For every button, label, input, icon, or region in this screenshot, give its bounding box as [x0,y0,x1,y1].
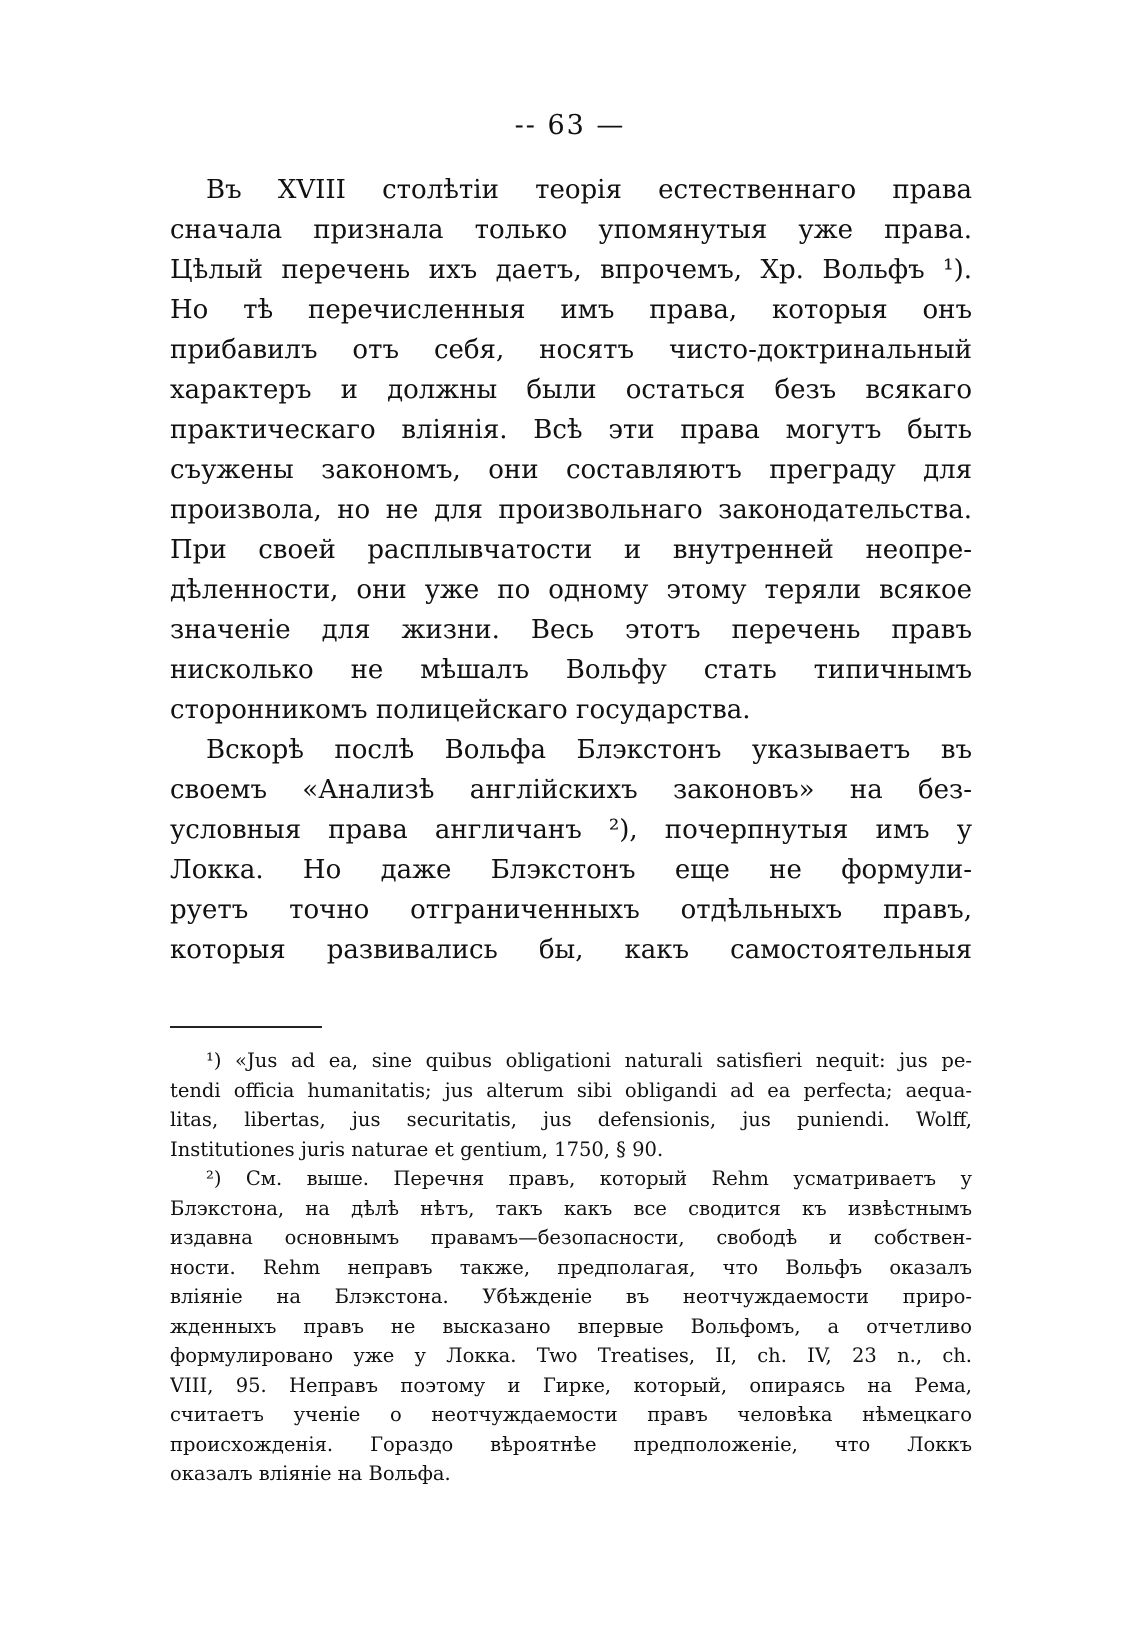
footnote-line: tendi officia humanitatis; jus alterum sibi obligandi ad ea perfecta; aequa- [170,1078,972,1102]
text-line: практическаго вліянія. Всѣ эти права могутъ быть [170,415,972,445]
footnote-line: Блэкстона, на дѣлѣ нѣтъ, такъ какъ все сводится къ извѣстнымъ [170,1196,972,1220]
text-line: Цѣлый перечень ихъ даетъ, впрочемъ, Хр. Вольфъ ¹). [170,255,972,285]
footnote-line: Institutiones juris naturae et gentium, 1750, § 90. [170,1137,664,1161]
footnote-line: ¹) «Jus ad ea, sine quibus obligationi naturali satisfieri nequit: jus pe- [206,1049,972,1072]
text-line: которыя развивались бы, какъ самостоятельныя [170,935,972,965]
text-line: съужены закономъ, они составляютъ преграду для [170,455,972,485]
text-line: произвола, но не для произвольнаго законодательства. [170,495,972,525]
text-line: Но тѣ перечисленныя имъ права, которыя онъ [170,295,972,325]
footnote-line: ²) См. выше. Перечня правъ, который Rehm усматриваетъ у [206,1167,972,1190]
footnote-line: издавна основнымъ правамъ—безопасности, свободѣ и собствен- [170,1226,972,1249]
text-line: значеніе для жизни. Весь этотъ перечень правъ [170,615,972,645]
footnote-line: оказалъ вліяніе на Вольфа. [170,1462,451,1485]
footnotes [170,1046,972,1489]
text-line: нисколько не мѣшалъ Вольфу стать типичнымъ [170,655,972,685]
main-text [170,170,972,970]
text-line: условныя права англичанъ ²), почерпнутыя имъ у [170,815,972,845]
footnote-line: происхожденія. Гораздо вѣроятнѣе предположеніе, что Локкъ [170,1432,972,1456]
page-number: -- 63 — [514,110,626,141]
text-line: характеръ и должны были остаться безъ всякаго [170,375,972,405]
text-line: Локка. Но даже Блэкстонъ еще не формули- [170,855,972,885]
text-line: сначала признала только упомянутыя уже права. [170,215,972,245]
footnote-line: жденныхъ правъ не высказано впервые Вольфомъ, а отчетливо [170,1314,972,1338]
footnote-line: litas, libertas, jus securitatis, jus defensionis, jus puniendi. Wolff, [170,1108,972,1131]
footnote-line: формулировано уже у Локка. Two Treatises, II, ch. IV, 23 n., ch. [170,1344,972,1367]
text-line: своемъ «Анализѣ англійскихъ законовъ» на без- [170,775,972,805]
footnote-line: вліяніе на Блэкстона. Убѣжденіе въ неотчуждаемости приро- [170,1285,972,1308]
text-line: При своей расплывчатости и внутренней неопре- [170,535,972,565]
footnote-line: VIII, 95. Неправъ поэтому и Гирке, который, опираясь на Рема, [170,1373,972,1397]
text-line: руетъ точно отграниченныхъ отдѣльныхъ правъ, [170,895,972,925]
text-line: дѣленности, они уже по одному этому теряли всякое [170,575,972,605]
text-line: Въ XVIII столѣтіи теорія естественнаго права [206,175,972,205]
text-line: Вскорѣ послѣ Вольфа Блэкстонъ указываетъ въ [206,735,972,765]
footnote-line: считаетъ ученіе о неотчуждаемости правъ человѣка нѣмецкаго [170,1403,972,1426]
footnote-divider [170,1026,322,1028]
text-line: сторонникомъ полицейскаго государства. [170,695,751,725]
footnote-line: ности. Rehm неправъ также, предполагая, что Вольфъ оказалъ [170,1255,972,1279]
text-line: прибавилъ отъ себя, носятъ чисто-доктринальный [170,335,972,365]
